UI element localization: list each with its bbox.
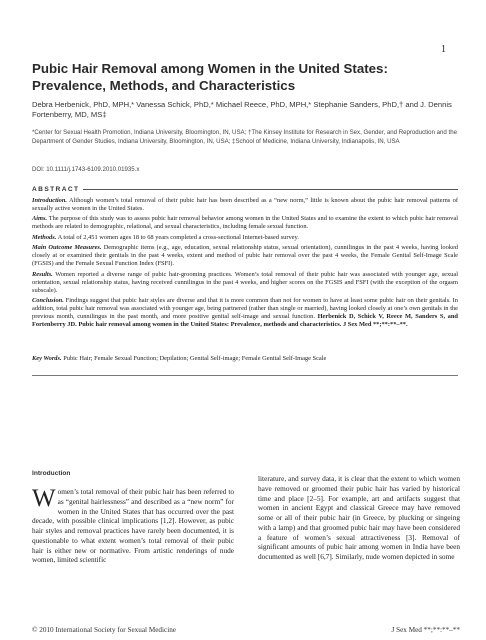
abstract-methods-text: A total of 2,451 women ages 18 to 68 years completed a cross-sectional Internet-based survey.: [56, 233, 299, 241]
abstract-label: ABSTRACT: [32, 186, 80, 193]
keywords-text: Pubic Hair; Female Sexual Function; Depilation; Genital Self-image; Female Genital Self-Image Scale: [61, 355, 327, 362]
keywords: [32, 355, 458, 362]
intro-heading: Introduction: [32, 470, 71, 477]
abstract-introduction: [32, 197, 458, 213]
abstract-outcome-label: Main Outcome Measures.: [32, 244, 102, 252]
paper-title: Pubic Hair Removal among Women in the United States: Prevalence, Methods, and Characteristics: [32, 61, 388, 93]
right-column-text: literature, and survey data, it is clear that the extent to which women have removed or groomed their pubic hair has varied by historical time and place [2–5]. For example, art and artifacts suggest that women in ancient Egypt and classical Greece may have removed some or all of their pubic hair (in Greece, by plucking or singeing with a lamp) and that groomed pubic hair may have been considered a feature of women’s sexual attractiveness [3]. Removal of significant amounts of pubic hair among women in India have been documented as well [6,7]. Similarly, nude women depicted in some: [258, 474, 460, 561]
abstract-methods-label: Methods.: [32, 233, 57, 241]
abstract-aims-text: The purpose of this study was to assess pubic hair removal behavior among women in the United States and to examine the extent to which pubic hair removal methods are related to demographic, relational, and sexual characteristics, including female sexual function.: [32, 215, 458, 231]
abstract: [32, 197, 458, 332]
intro-text: omen’s total removal of their pubic hair has been referred to as “genital hairlessness” and described as a “new norm” for women in the United States that has occurred over the past decade, with possible clinical implications [1,2]. However, as pubic hair styles and removal practices have rarely been documented, it is questionable to what extent women’s total removal of their pubic hair is either new or normative. From artistic renderings of nude women, limited scientific: [32, 487, 234, 565]
abstract-aims: [32, 215, 458, 231]
abstract-conclusion: [32, 297, 458, 329]
abstract-introduction-label: Introduction.: [32, 197, 67, 204]
abstract-conclusion-text: Findings suggest that pubic hair styles are diverse and that it is more common than not for women to have at least some pubic hair on their genitals. In addition, total pubic hair removal was associated with younger age, being partnered (rather than single or married), having looked closely at one’s own genitals in the previous month, cunnilingus in the past month, and more positive genital self-image and sexual function.: [32, 296, 458, 321]
intro-paragraph: [32, 487, 234, 565]
abstract-introduction-text: Although women’s total removal of their pubic hair has been described as a “new norm,” little is known about the pubic hair removal patterns of sexually active women in the United States.: [32, 197, 458, 213]
abstract-results-text: Women reported a diverse range of pubic hair-grooming practices. Women’s total removal of their pubic hair was associated with younger age, sexual orientation, sexual relationship status, having received cunnilingus in the past 4 weeks, and higher scores on the FGSIS and FSFI (with the exception of the orgasm subscale).: [32, 270, 458, 294]
doi[interactable]: DOI: 10.1111/j.1743-6109.2010.01935.x: [32, 166, 140, 173]
abstract-citation: Herbenick D, Schick V, Reece M, Sanders S, and Fortenberry JD. Pubic hair removal among women in the United States: Prevalence, methods and characteristics. J Sex Med **;**:**–**.: [32, 313, 458, 329]
author-list: Debra Herbenick, PhD, MPH,* Vanessa Schick, PhD,* Michael Reece, PhD, MPH,* Stephanie Sanders, PhD,† and J. Dennis Fortenberry, MD, MS‡: [32, 100, 452, 119]
section-divider: [32, 375, 458, 376]
affiliations: *Center for Sexual Health Promotion, Indiana University, Bloomington, IN, USA; †The Kinsey Institute for Research in Sex, Gender, and Reproduction and the Department of Gender Studies, Indiana University, Bloomington, IN, USA; ‡School of Medicine, Indiana University, Indianapolis, IN, USA: [32, 129, 457, 145]
abstract-results-label: Results.: [32, 270, 53, 278]
abstract-header: [32, 186, 458, 193]
abstract-outcome-measures: [32, 244, 458, 268]
abstract-methods: [32, 234, 458, 242]
abstract-outcome-text: Demographic items (e.g., age, education, sexual relationship status, sexual orientation), cunnilingus in the past 4 weeks, having looked closely at or examined their genitals in the past 4 weeks, extent and method of pubic hair removal over the past 4 weeks, the Female Genital Self-Image Scale (FGSIS) and the Female Sexual Function Index (FSFI).: [32, 244, 458, 268]
keywords-label: Key Words.: [32, 355, 62, 362]
abstract-conclusion-label: Conclusion.: [32, 296, 64, 304]
drop-cap: W: [32, 485, 56, 512]
abstract-aims-label: Aims.: [32, 215, 48, 223]
page-number: 1: [441, 44, 446, 55]
journal-footer: J Sex Med **;**:**–**: [391, 626, 460, 634]
copyright-footer: © 2010 International Society for Sexual Medicine: [32, 626, 176, 634]
abstract-rule: [83, 189, 458, 190]
abstract-results: [32, 271, 458, 295]
